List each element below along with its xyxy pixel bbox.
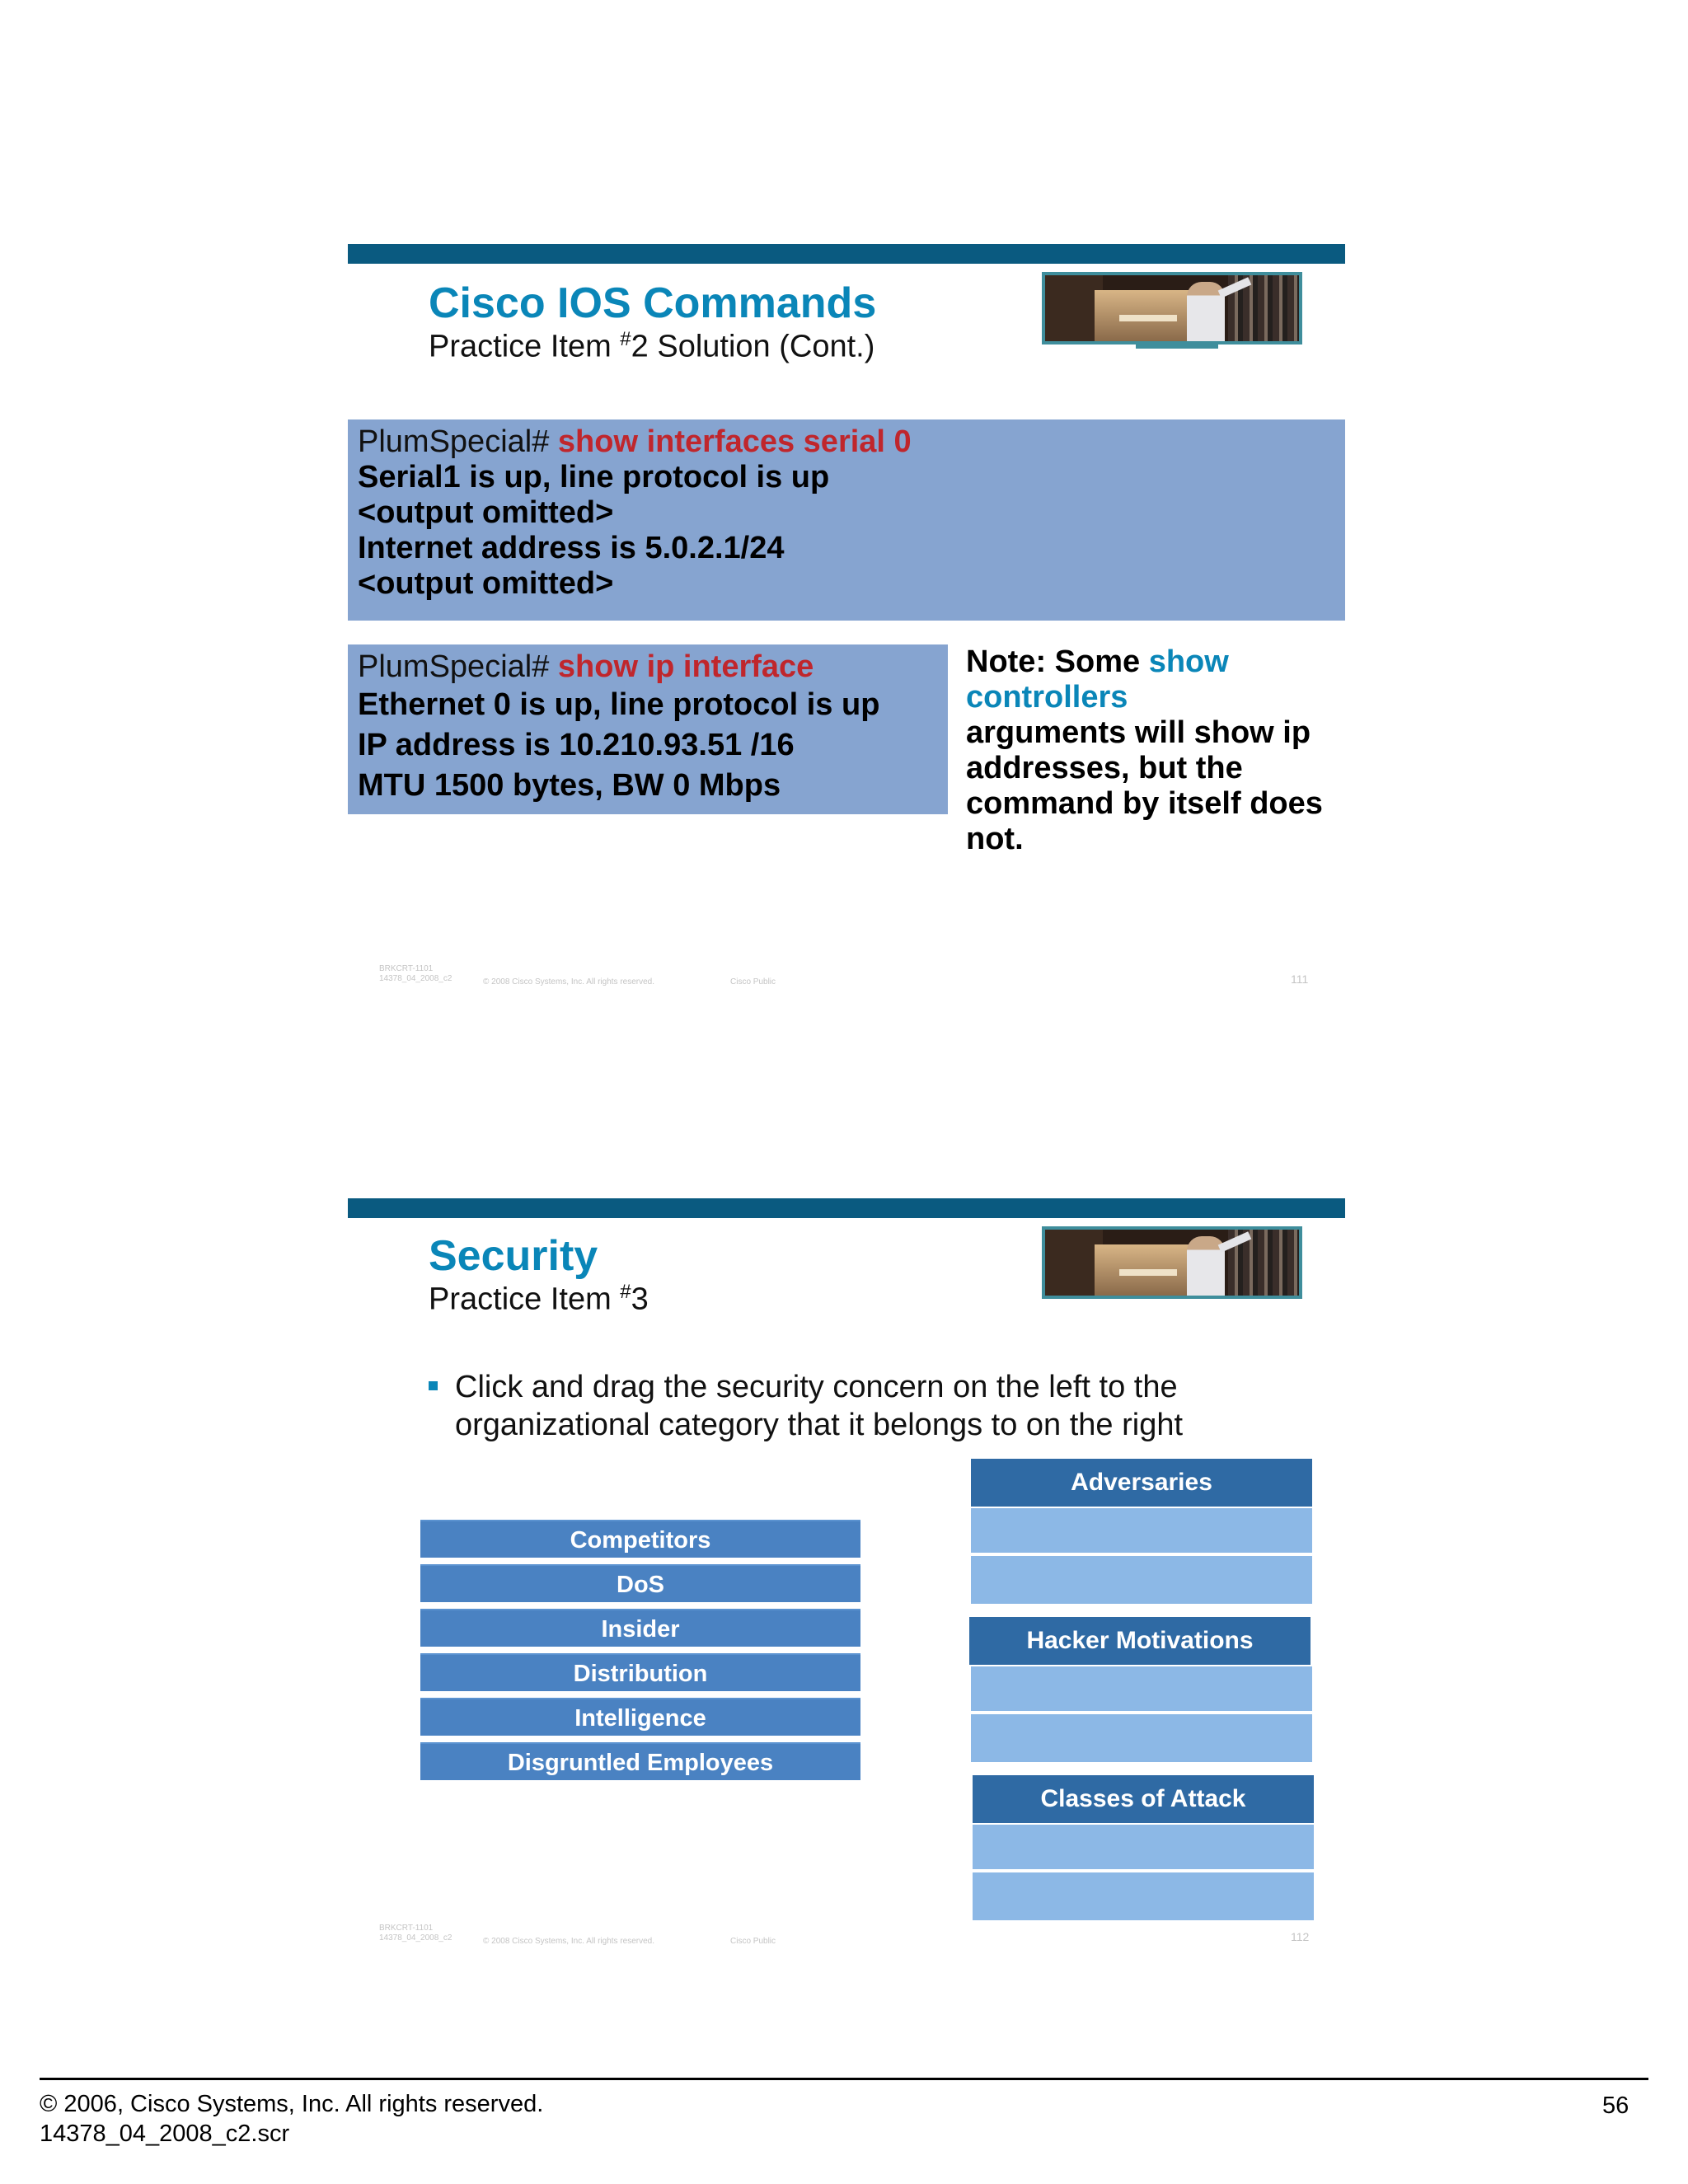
code-output-line: Serial1 is up, line protocol is up	[358, 460, 830, 494]
code-block-show-ip-interface	[348, 644, 948, 814]
subtitle-text: Practice Item	[429, 1282, 621, 1317]
photo-tab	[1136, 344, 1218, 349]
category-classes-of-attack: Classes of Attack	[973, 1775, 1314, 1823]
note-text: Note: Some show controllers arguments will show ip addresses, but the command by itself does not.	[966, 644, 1323, 856]
drop-slot-classes-of-attack-2[interactable]	[973, 1872, 1314, 1922]
category-adversaries: Adversaries	[971, 1459, 1312, 1507]
drop-slot-adversaries-2[interactable]	[971, 1556, 1312, 1605]
drop-slot-hacker-motivations-1[interactable]	[971, 1666, 1312, 1713]
subtitle-text-end: 3	[631, 1282, 649, 1317]
drop-slot-adversaries-1[interactable]	[971, 1508, 1312, 1554]
page-footer-rule	[40, 2078, 1648, 2080]
category-hacker-motivations: Hacker Motivations	[969, 1617, 1311, 1665]
drag-item-disgruntled-employees[interactable]: Disgruntled Employees	[420, 1742, 860, 1780]
instruction-bullet	[429, 1368, 1253, 1444]
slide-page-number: 112	[1291, 1930, 1310, 1943]
drag-item-intelligence[interactable]: Intelligence	[420, 1698, 860, 1736]
drag-item-dos[interactable]: DoS	[420, 1564, 860, 1602]
code-prompt-line: PlumSpecial# show ip interface	[358, 649, 814, 684]
slide-footer-copyright: © 2008 Cisco Systems, Inc. All rights reserved.	[483, 1937, 655, 1946]
code-output-line: <output omitted>	[358, 495, 614, 530]
slide-footer-public: Cisco Public	[730, 977, 776, 987]
slide-title: Cisco IOS Commands	[429, 279, 877, 327]
slide-footer-public: Cisco Public	[730, 1937, 776, 1946]
page-footer-filename: 14378_04_2008_c2.scr	[40, 2121, 290, 2147]
drag-item-competitors[interactable]: Competitors	[420, 1520, 860, 1558]
drag-item-insider[interactable]: Insider	[420, 1609, 860, 1647]
code-output-line: Ethernet 0 is up, line protocol is up	[358, 687, 880, 722]
code-output-line: <output omitted>	[358, 566, 614, 601]
slide-subtitle	[429, 328, 874, 365]
page-footer-number: 56	[1602, 2093, 1629, 2119]
slide-cisco-ios-commands	[348, 244, 1345, 1002]
page-footer-copyright: © 2006, Cisco Systems, Inc. All rights reserved.	[40, 2091, 544, 2117]
subtitle-text: Practice Item	[429, 329, 621, 364]
header-photo	[1042, 1226, 1302, 1299]
drop-slot-hacker-motivations-2[interactable]	[971, 1714, 1312, 1764]
slide-header-bar	[348, 244, 1345, 264]
slide-subtitle	[429, 1281, 649, 1318]
command-text: show interfaces serial 0	[557, 424, 912, 459]
code-block-show-interfaces	[348, 419, 1345, 621]
slide-footer-code: BRKCRT-1101 14378_04_2008_c2	[379, 1924, 452, 1943]
code-output-line: IP address is 10.210.93.51 /16	[358, 728, 795, 762]
slide-page-number: 111	[1291, 972, 1309, 986]
drop-slot-classes-of-attack-1[interactable]	[973, 1825, 1314, 1871]
header-photo	[1042, 272, 1302, 344]
slide-footer-copyright: © 2008 Cisco Systems, Inc. All rights reserved.	[483, 977, 655, 987]
bullet-square-icon	[429, 1381, 438, 1390]
instruction-text: Click and drag the security concern on the left to the organizational category that it belongs to on the right	[455, 1370, 1184, 1442]
subtitle-superscript: #	[620, 1281, 631, 1303]
slide-title: Security	[429, 1232, 598, 1280]
code-output-line: Internet address is 5.0.2.1/24	[358, 531, 785, 565]
command-text: show ip interface	[557, 649, 814, 684]
code-prompt-line: PlumSpecial# show interfaces serial 0	[358, 424, 912, 459]
subtitle-superscript: #	[620, 328, 631, 350]
code-output-line: MTU 1500 bytes, BW 0 Mbps	[358, 768, 781, 803]
slide-footer-code: BRKCRT-1101 14378_04_2008_c2	[379, 964, 452, 983]
slide-header-bar	[348, 1198, 1345, 1218]
drag-item-distribution[interactable]: Distribution	[420, 1653, 860, 1691]
subtitle-text-end: 2 Solution (Cont.)	[631, 329, 875, 364]
